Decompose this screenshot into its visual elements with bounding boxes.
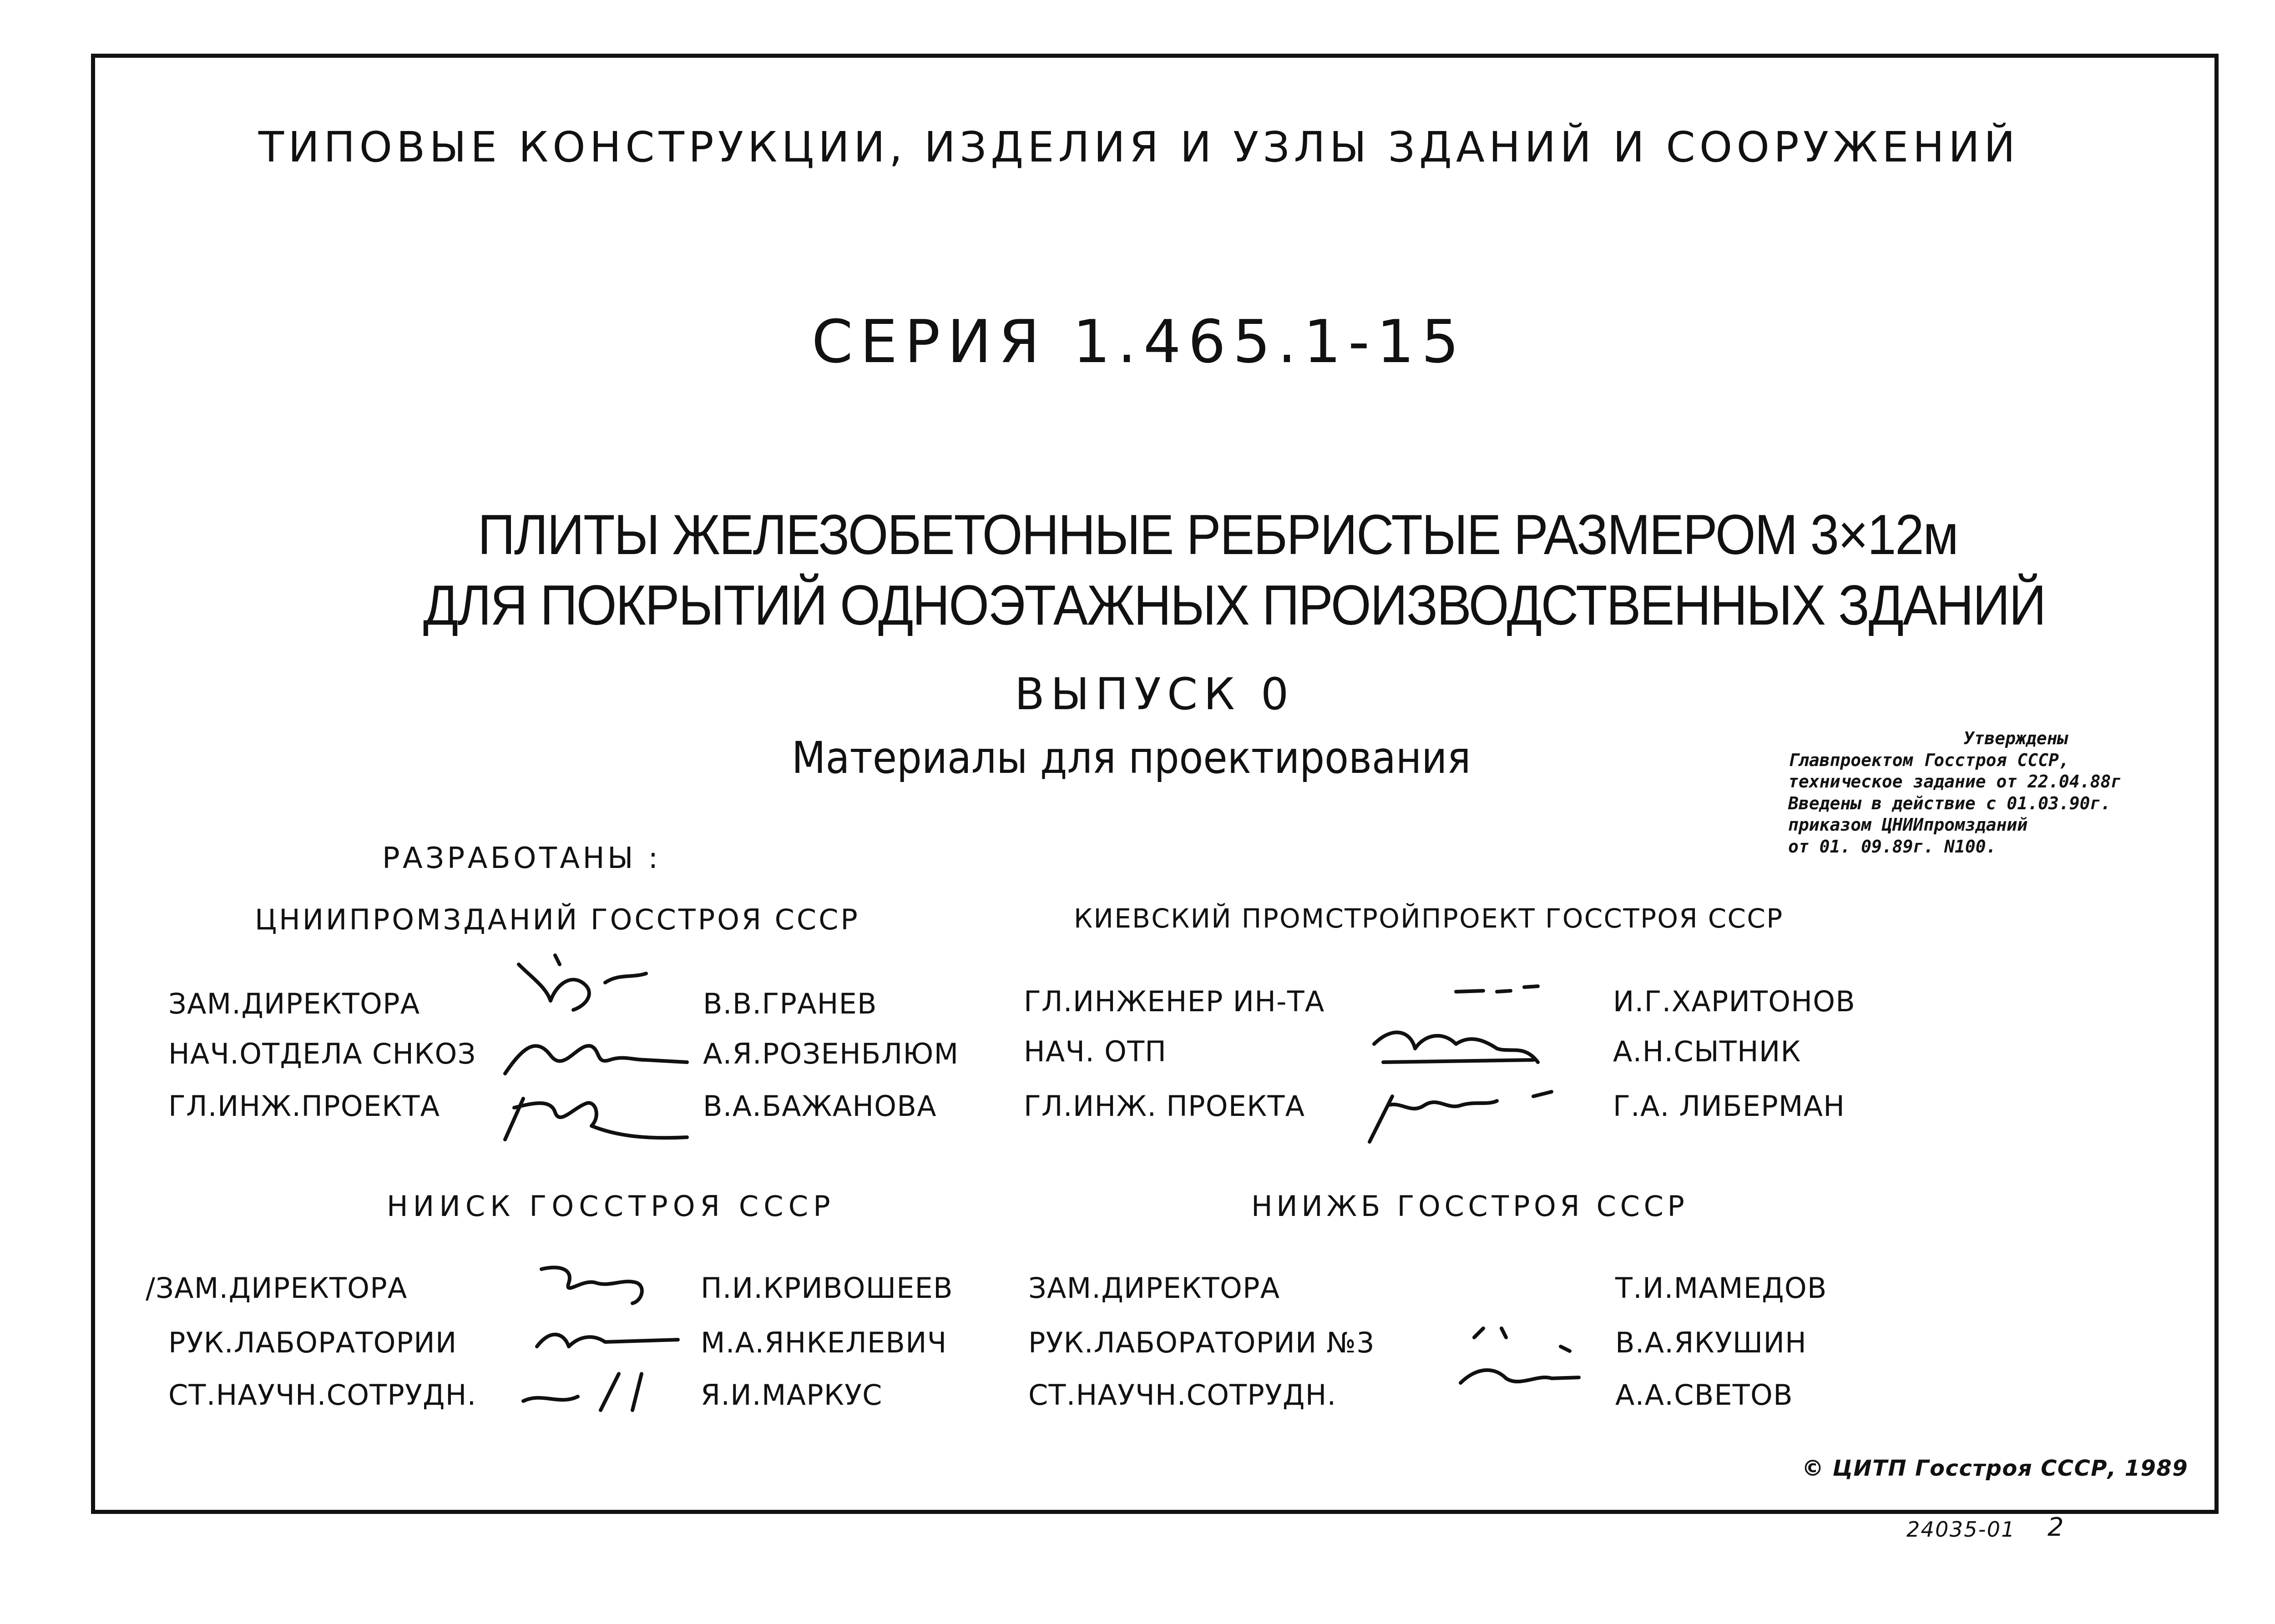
staff-role: ГЛ.ИНЖ.ПРОЕКТА [168,1089,440,1123]
staff-role: СТ.НАУЧН.СОТРУДН. [168,1378,477,1412]
staff-person: А.А.СВЕТОВ [1615,1378,1793,1412]
staff-role: ЗАМ.ДИРЕКТОРА [1028,1271,1280,1305]
signature-graphic [496,1028,696,1083]
staff-role: НАЧ.ОТДЕЛА СНКОЗ [168,1037,476,1070]
signature-graphic [1360,1078,1570,1151]
signature-graphic [523,1315,682,1360]
copyright-notice: © ЦИТП Госстроя СССР, 1989 [1802,1456,2189,1481]
sheet-code: 24035-01 [1906,1517,2016,1542]
organization-name: ЦНИИПРОМЗДАНИЙ ГОССТРОЯ СССР [255,903,860,936]
approval-line: от 01. 09.89г. N100. [1788,836,1997,857]
staff-person: М.А.ЯНКЕЛЕВИЧ [701,1326,947,1359]
staff-person: В.А.ЯКУШИН [1615,1326,1807,1359]
approval-line: Главпроектом Госстроя СССР, [1788,750,2069,770]
staff-person: Я.И.МАРКУС [701,1378,883,1412]
approval-stamp [1788,728,2243,857]
signature-graphic [500,946,664,1019]
staff-person: В.А.БАЖАНОВА [703,1089,937,1123]
organization-name: КИЕВСКИЙ ПРОМСТРОЙПРОЕКТ ГОССТРОЯ СССР [1074,903,1784,934]
approval-line: техническое задание от 22.04.88г [1788,772,2122,792]
signature-graphic [1365,1017,1547,1071]
signature-graphic [1447,978,1556,1005]
organization-name: НИИЖБ ГОССТРОЯ СССР [1251,1190,1689,1223]
organization-name: НИИСК ГОССТРОЯ СССР [387,1190,835,1223]
series-number: СЕРИЯ 1.465.1-15 [811,307,1466,376]
staff-role: РУК.ЛАБОРАТОРИИ №3 [1028,1326,1375,1359]
sheet-number: 2 [2048,1513,2064,1542]
signature-graphic [1447,1319,1583,1401]
signature-graphic [514,1365,651,1419]
signature-graphic [532,1251,669,1310]
staff-person: П.И.КРИВОШЕЕВ [701,1271,953,1305]
staff-person: А.Н.СЫТНИК [1613,1035,1801,1068]
staff-role: ГЛ.ИНЖ. ПРОЕКТА [1024,1089,1305,1123]
staff-role: ЗАМ.ДИРЕКТОРА [168,987,420,1020]
issue-number: ВЫПУСК 0 [1015,669,1295,720]
staff-person: Т.И.МАМЕДОВ [1615,1271,1827,1305]
staff-person: В.В.ГРАНЕВ [703,987,877,1020]
signature-graphic [496,1080,696,1153]
developed-by-label: РАЗРАБОТАНЫ : [382,842,661,875]
approval-line: Введены в действие с 01.03.90г. [1788,793,2111,813]
main-title-line-2: ДЛЯ ПОКРЫТИЙ ОДНОЭТАЖНЫХ ПРОИЗВОДСТВЕННЫХ ЗДАНИЙ [423,574,2046,637]
staff-role: РУК.ЛАБОРАТОРИИ [168,1326,457,1359]
issue-subtitle: Материалы для проектирования [792,732,1471,783]
staff-person: И.Г.ХАРИТОНОВ [1613,985,1856,1018]
staff-role: /ЗАМ.ДИРЕКТОРА [146,1271,408,1305]
approval-line: приказом ЦНИИпромзданий [1788,815,2028,835]
approval-line: Утверждены [1963,728,2068,748]
staff-person: А.Я.РОЗЕНБЛЮМ [703,1037,959,1070]
staff-person: Г.А. ЛИБЕРМАН [1613,1089,1845,1123]
staff-role: СТ.НАУЧН.СОТРУДН. [1028,1378,1337,1412]
series-title: ТИПОВЫЕ КОНСТРУКЦИИ, ИЗДЕЛИЯ И УЗЛЫ ЗДАНИЙ И СООРУЖЕНИЙ [258,123,2020,171]
staff-role: ГЛ.ИНЖЕНЕР ИН-ТА [1024,985,1325,1018]
staff-role: НАЧ. ОТП [1024,1035,1167,1068]
main-title-line-1: ПЛИТЫ ЖЕЛЕЗОБЕТОННЫЕ РЕБРИСТЫЕ РАЗМЕРОМ 3×12м [478,504,1958,566]
